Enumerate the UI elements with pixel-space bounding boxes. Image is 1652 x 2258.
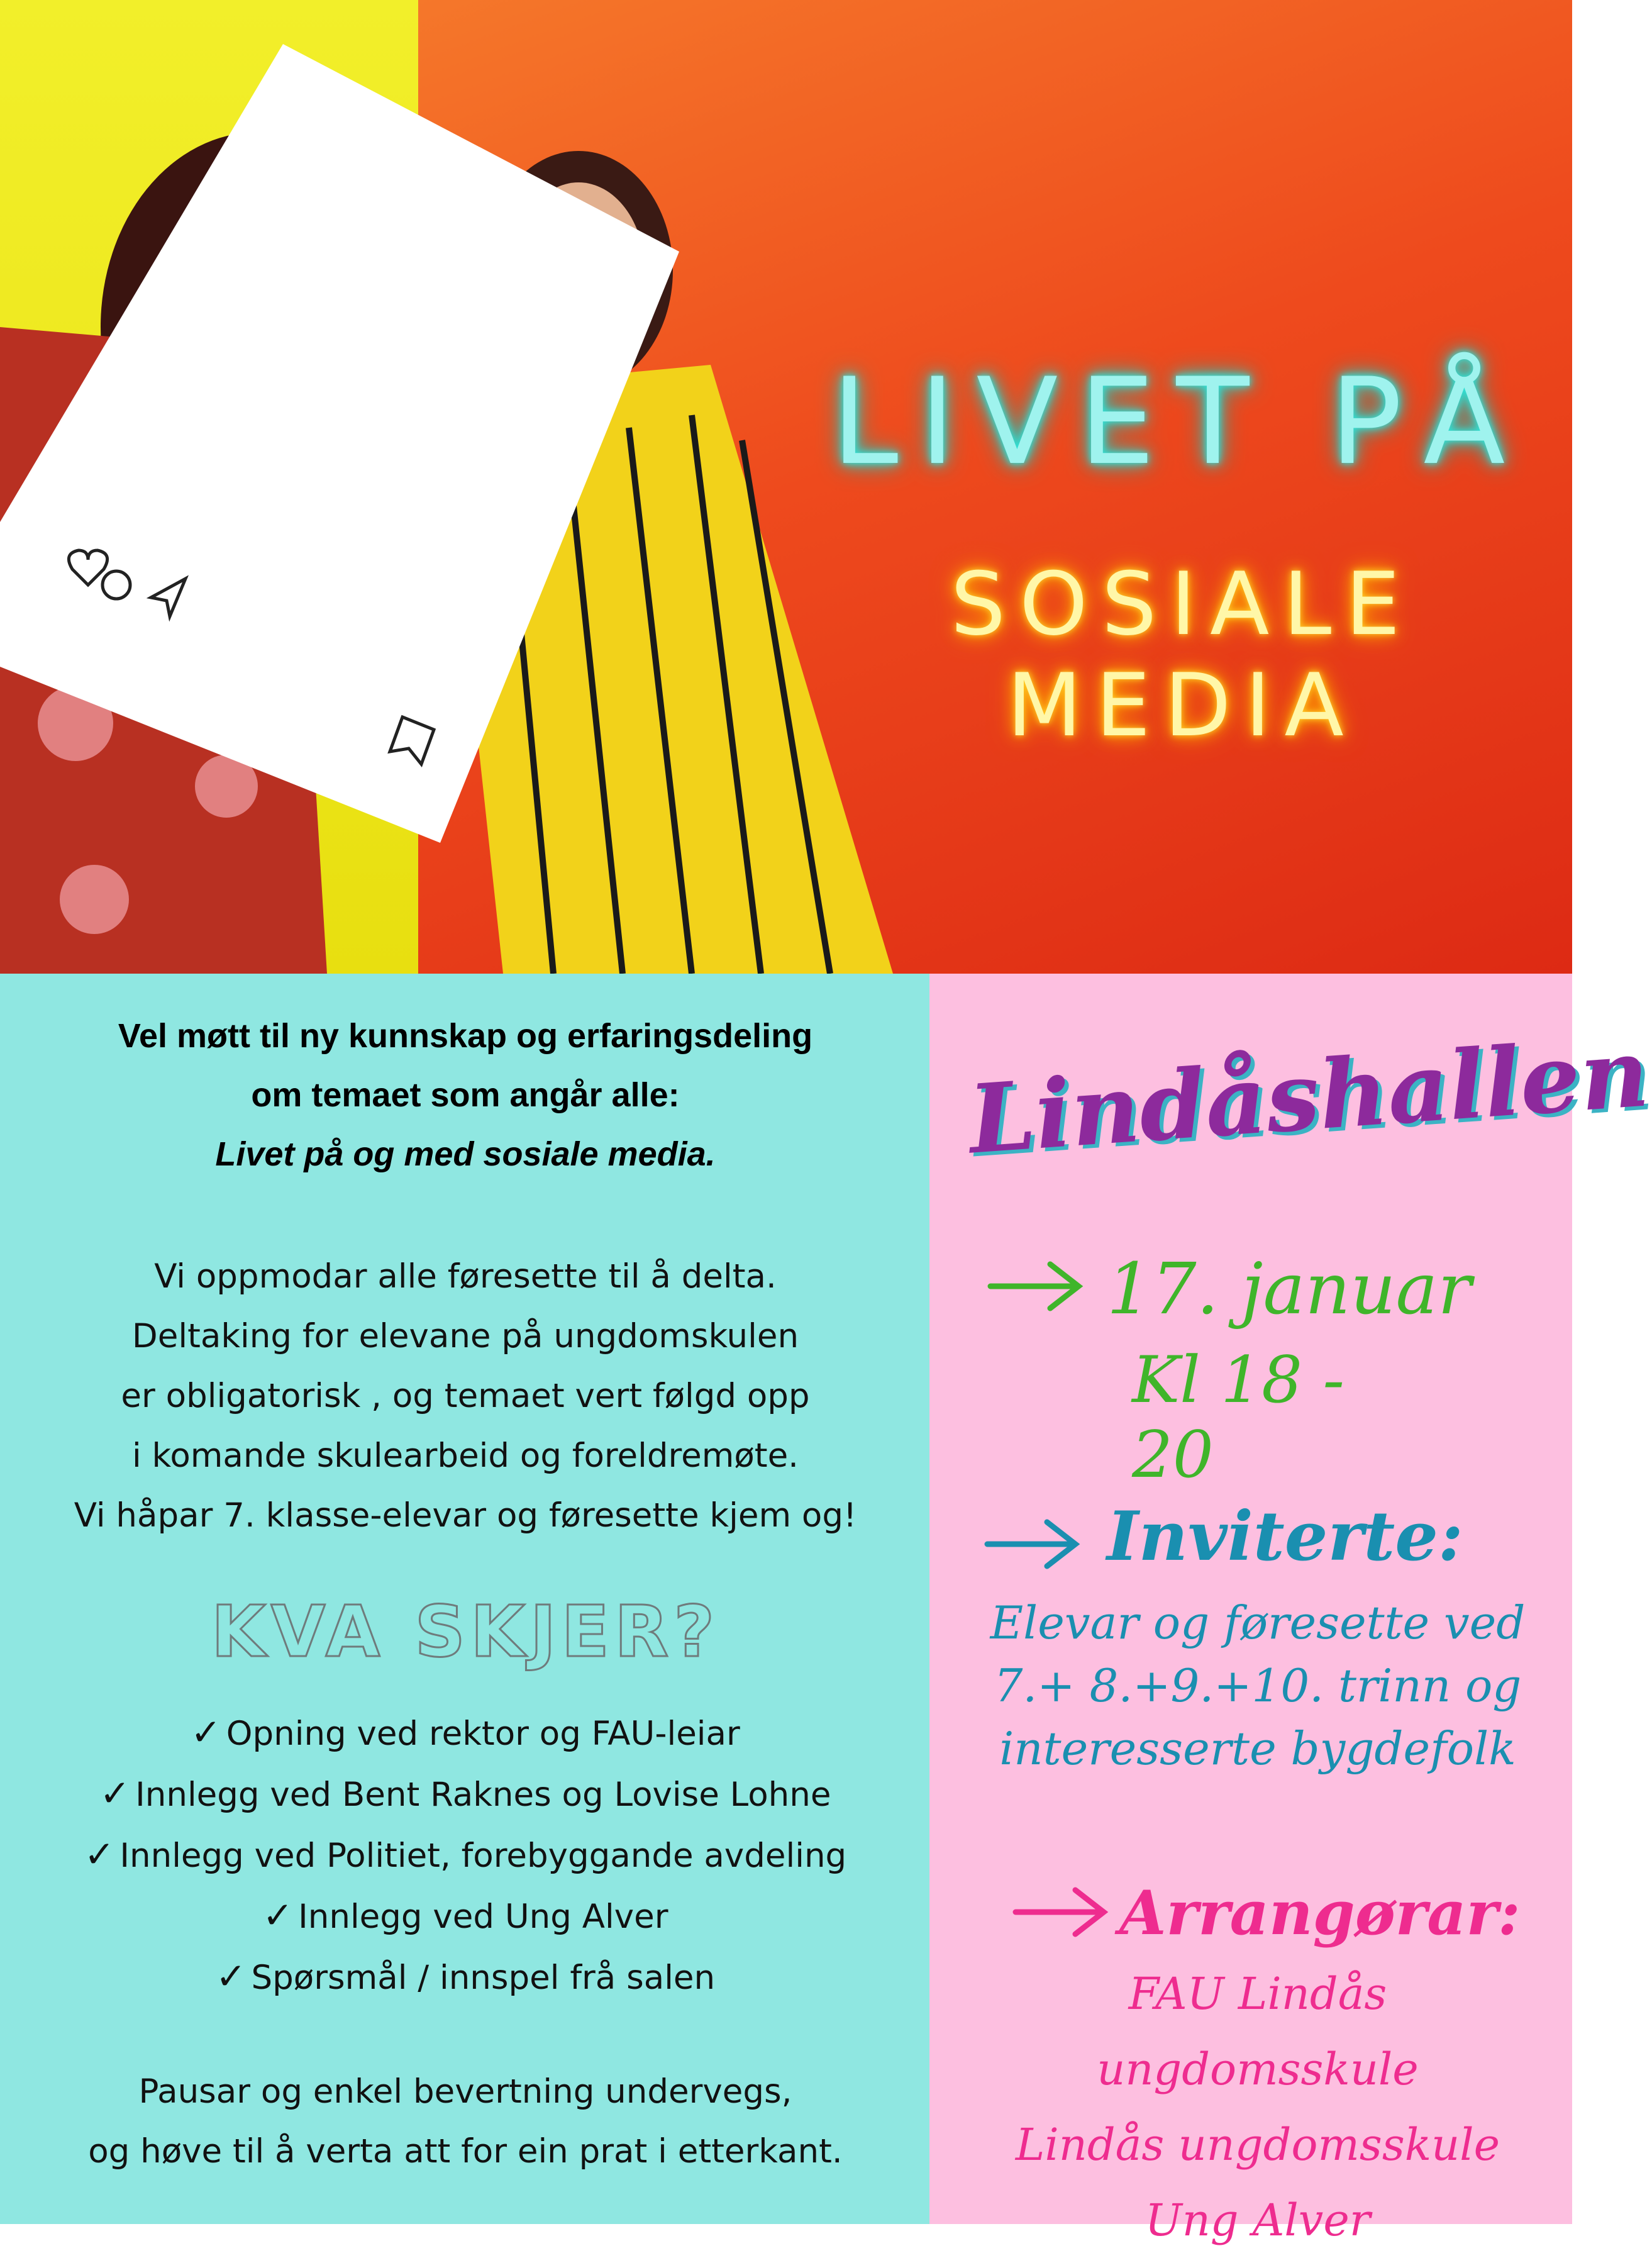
venue-name: Lindåshallen xyxy=(965,1017,1652,1176)
check-icon: ✓ xyxy=(262,1894,294,1937)
invited-heading: Inviterte: xyxy=(1107,1497,1463,1576)
organizers-list xyxy=(968,1956,1547,2258)
hero-photo xyxy=(0,0,1572,974)
body-text xyxy=(25,1247,906,1545)
invited-line: 7.+ 8.+9.+10. trinn og xyxy=(994,1659,1522,1712)
invited-list xyxy=(981,1591,1534,1780)
organizer-line: Lindås ungdomsskule xyxy=(1015,2119,1500,2171)
closing-line-2: og høve til å verta att for ein prat i etterkant. xyxy=(88,2132,843,2171)
body-line: Deltaking for elevane på ungdomskulen xyxy=(131,1317,799,1355)
program-heading: KVA SKJER? xyxy=(211,1591,720,1673)
body-line: Vi håpar 7. klasse-elevar og føresette kjem og! xyxy=(74,1496,857,1535)
check-icon: ✓ xyxy=(191,1711,221,1754)
program-item: ✓ Innlegg ved Bent Raknes og Lovise Lohne xyxy=(99,1772,831,1815)
check-icon: ✓ xyxy=(215,1955,247,1998)
organizer-line: Ung Alver xyxy=(1145,2194,1371,2246)
program-item: ✓ Spørsmål / innspel frå salen xyxy=(215,1955,716,1998)
hero-title-line1: LIVET PÅ xyxy=(831,352,1527,491)
intro-text xyxy=(25,1006,906,1184)
program-item: ✓ Opning ved rektor og FAU-leiar xyxy=(191,1711,740,1754)
program-list xyxy=(25,1703,906,2008)
program-item: ✓ Innlegg ved Politiet, forebyggande avdeling xyxy=(84,1833,847,1876)
arrow-right-icon xyxy=(1012,1884,1113,1940)
body-line: er obligatorisk , og temaet vert følgd opp xyxy=(121,1377,810,1415)
invited-line: interesserte bygdefolk xyxy=(999,1722,1516,1775)
check-icon: ✓ xyxy=(99,1772,131,1815)
intro-line-1: Vel møtt til ny kunnskap og erfaringsdeling xyxy=(118,1017,813,1055)
closing-text xyxy=(25,2062,906,2181)
check-icon: ✓ xyxy=(84,1833,115,1876)
arrow-right-icon xyxy=(984,1516,1085,1572)
event-date: 17. januar xyxy=(1107,1249,1472,1330)
program-item: ✓ Innlegg ved Ung Alver xyxy=(262,1894,668,1937)
body-line: i komande skulearbeid og foreldremøte. xyxy=(131,1437,799,1475)
organizers-heading: Arrangørar: xyxy=(1119,1877,1521,1949)
hero-title-line2: SOSIALE MEDIA xyxy=(950,553,1414,756)
invited-line: Elevar og føresette ved xyxy=(990,1596,1526,1649)
intro-line-2: om temaet som angår alle: xyxy=(251,1076,680,1114)
arrow-right-icon xyxy=(987,1258,1088,1315)
closing-line-1: Pausar og enkel bevertning undervegs, xyxy=(138,2072,792,2111)
intro-line-3: Livet på og med sosiale media. xyxy=(215,1135,716,1173)
event-time: Kl 18 - 20 xyxy=(1132,1343,1344,1493)
body-line: Vi oppmodar alle føresette til å delta. xyxy=(154,1257,777,1296)
organizer-line: FAU Lindås ungdomsskule xyxy=(1097,1968,1419,2095)
